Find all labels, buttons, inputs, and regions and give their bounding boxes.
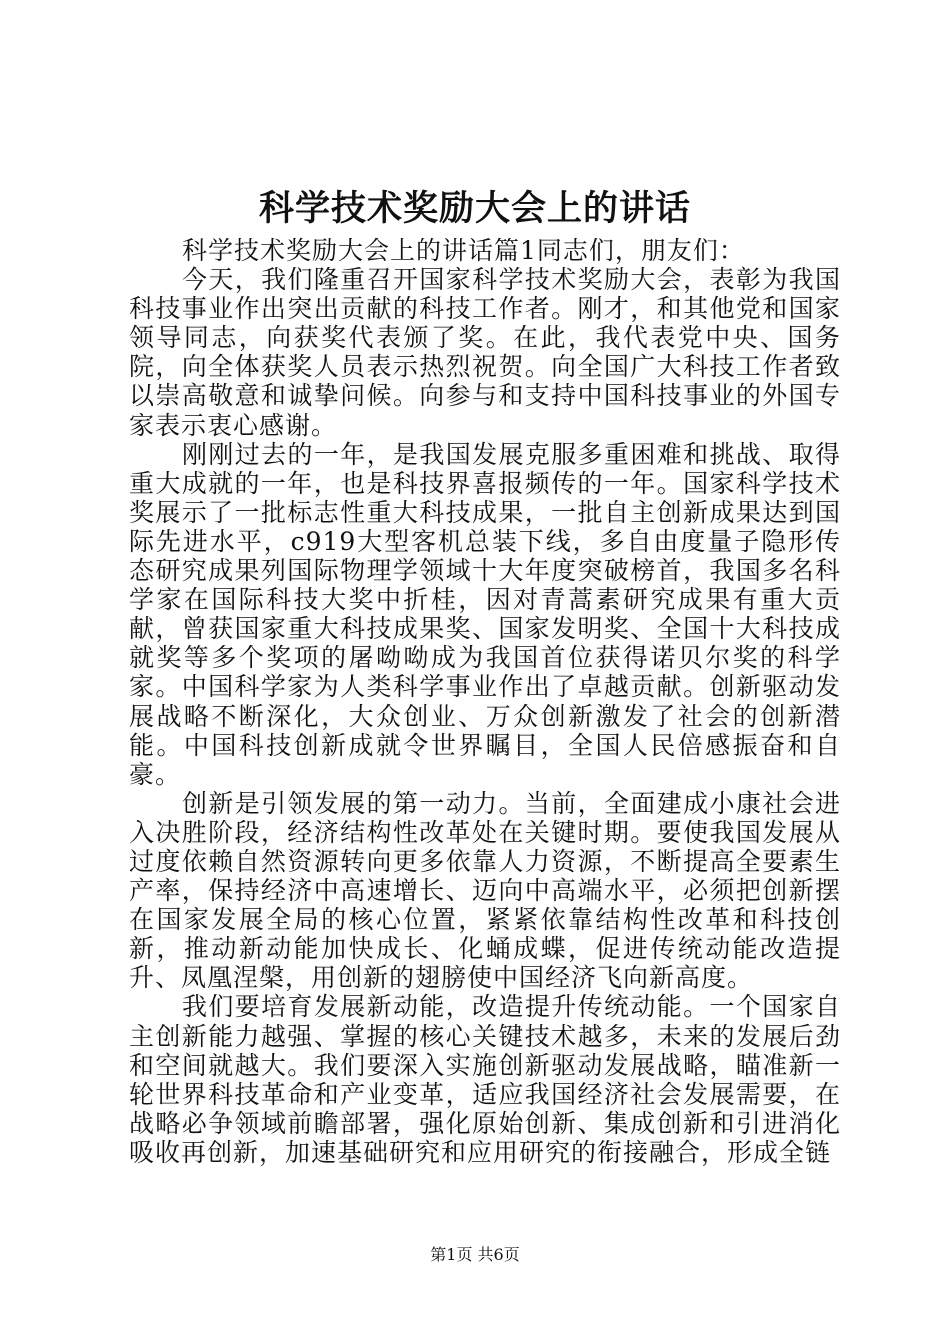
paragraph-innovation: 创新是引领发展的第一动力。当前，全面建成小康社会进入决胜阶段，经济结构性改革处在关键时期。要使我国发展从过度依赖自然资源转向更多依靠人力资源，不断提高全要素生产率，保持经济中高速增长、迈向中高端水平，必须把创新摆在国家发展全局的核心位置，紧紧依靠结构性改革和科技创新，推动新动能加快成长、化蛹成蝶，促进传统动能改造提升、凤凰涅槃，用创新的翅膀使中国经济飞向新高度。 — [129, 788, 841, 993]
document-title: 科学技术奖励大会上的讲话 — [258, 188, 691, 229]
paragraph-opening: 今天，我们隆重召开国家科学技术奖励大会，表彰为我国科技事业作出突出贡献的科技工作者。刚才，和其他党和国家领导同志，向获奖代表颁了奖。在此，我代表党中央、国务院，向全体获奖人员表示热烈祝贺。向全国广大科技工作者致以崇高敬意和诚挚问候。向参与和支持中国科技事业的外国专家表示衷心感谢。 — [129, 265, 841, 440]
page-footer: 第1页 共6页 — [430, 1245, 520, 1264]
document-body — [129, 236, 841, 1167]
paragraph-greeting: 科学技术奖励大会上的讲话篇1同志们，朋友们： — [182, 236, 745, 265]
paragraph-achievements: 刚刚过去的一年，是我国发展克服多重困难和挑战、取得重大成就的一年，也是科技界喜报频传的一年。国家科学技术奖展示了一批标志性重大科技成果，一批自主创新成果达到国际先进水平，c919大型客机总装下线，多自由度量子隐形传态研究成果列国际物理学领域十大年度突破榜首，我国多名科学家在国际科技大奖中折桂，因对青蒿素研究成果有重大贡献，曾获国家重大科技成果奖、国家发明奖、全国十大科技成就奖等多个奖项的屠呦呦成为我国首位获得诺贝尔奖的科学家。中国科学家为人类科学事业作出了卓越贡献。创新驱动发展战略不断深化，大众创业、万众创新激发了社会的创新潜能。中国科技创新成就令世界瞩目，全国人民倍感振奋和自豪。 — [129, 439, 841, 789]
paragraph-new-momentum: 我们要培育发展新动能，改造提升传统动能。一个国家自主创新能力越强、掌握的核心关键技术越多，未来的发展后劲和空间就越大。我们要深入实施创新驱动发展战略，瞄准新一轮世界科技革命和产业变革，适应我国经济社会发展需要，在战略必争领域前瞻部署，强化原始创新、集成创新和引进消化吸收再创新，加速基础研究和应用研究的衔接融合，形成全链 — [129, 992, 841, 1167]
